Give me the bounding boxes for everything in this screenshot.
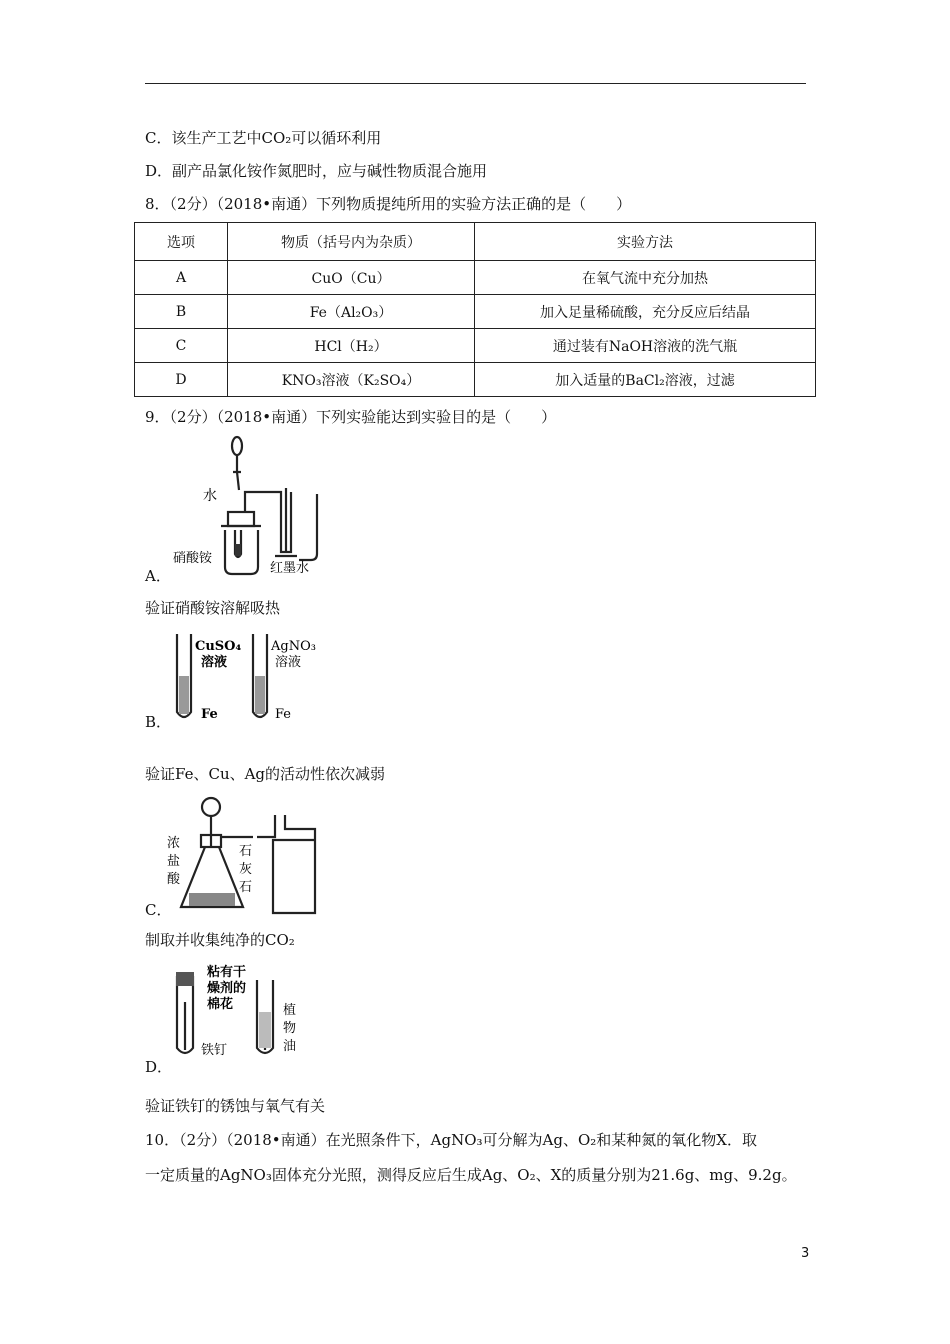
q9-option-c-caption: 制取并收集纯净的CO₂ bbox=[145, 931, 295, 949]
figure-a-label-ink: 红墨水 bbox=[270, 561, 310, 576]
figure-a-ammonium-nitrate bbox=[165, 432, 340, 582]
row-d-method: 加入适量的BaCl₂溶液，过滤 bbox=[475, 363, 816, 397]
header-substance: 物质（括号内为杂质） bbox=[228, 223, 475, 261]
figure-b-label-agno3: AgNO₃ bbox=[271, 639, 316, 654]
q9-option-b-letter: B． bbox=[145, 713, 172, 731]
figure-c-label-stone-1: 石 bbox=[239, 844, 253, 859]
q8-options-table bbox=[134, 222, 816, 397]
figure-c-limestone bbox=[189, 893, 235, 906]
figure-d-cotton bbox=[176, 972, 194, 986]
row-d-option: D bbox=[135, 363, 228, 397]
figure-d-iron-nail bbox=[165, 962, 340, 1067]
q9-option-a-letter: A． bbox=[145, 567, 171, 585]
figure-d-label-oil-2: 物 bbox=[283, 1021, 297, 1036]
figure-c-label-stone-3: 石 bbox=[239, 880, 253, 895]
figure-d-label-cotton-1: 粘有干 bbox=[207, 965, 247, 980]
row-a-method: 在氧气流中充分加热 bbox=[475, 261, 816, 295]
table-row bbox=[135, 329, 816, 363]
figure-d-label-oil-1: 植 bbox=[283, 1003, 297, 1018]
q10-line-1: 10．（2分）（2018•南通）在光照条件下，AgNO₃可分解为Ag、O₂和某种氮的氧化物X．取 bbox=[145, 1131, 757, 1149]
page-number: 3 bbox=[801, 1246, 810, 1261]
table-row bbox=[135, 363, 816, 397]
q7-option-c: C．该生产工艺中CO₂可以循环利用 bbox=[145, 129, 382, 147]
figure-c-label-acid-3: 酸 bbox=[167, 872, 181, 887]
q9-option-d-letter: D． bbox=[145, 1058, 173, 1076]
figure-b-label-solution-1: 溶液 bbox=[201, 655, 228, 670]
figure-b-label-fe-2: Fe bbox=[275, 707, 292, 722]
q9-option-d-caption: 验证铁钉的锈蚀与氧气有关 bbox=[145, 1097, 326, 1115]
q9-stem: 9．（2分）（2018•南通）下列实验能达到实验目的是（ ） bbox=[145, 408, 557, 426]
row-b-method: 加入足量稀硫酸，充分反应后结晶 bbox=[475, 295, 816, 329]
figure-d-oil bbox=[259, 1012, 271, 1048]
figure-b-label-fe-1: Fe bbox=[201, 707, 218, 722]
figure-a-salt-fill bbox=[235, 544, 241, 556]
figure-b-test-tubes bbox=[165, 630, 340, 730]
row-c-substance: HCl（H₂） bbox=[228, 329, 475, 363]
figure-a-label-salt: 硝酸铵 bbox=[173, 551, 213, 566]
header-method: 实验方法 bbox=[475, 223, 816, 261]
row-d-substance: KNO₃溶液（K₂SO₄） bbox=[228, 363, 475, 397]
figure-c-label-acid-2: 盐 bbox=[167, 854, 181, 869]
row-b-option: B bbox=[135, 295, 228, 329]
header-option: 选项 bbox=[135, 223, 228, 261]
q7-option-d: D．副产品氯化铵作氮肥时，应与碱性物质混合施用 bbox=[145, 162, 488, 180]
figure-b-liquid-2 bbox=[255, 676, 265, 714]
q10-line-2: 一定质量的AgNO₃固体充分光照，测得反应后生成Ag、O₂、X的质量分别为21.6g、mg、9.2g。 bbox=[145, 1166, 797, 1184]
figure-d-label-cotton-3: 棉花 bbox=[207, 997, 234, 1012]
figure-a-label-water: 水 bbox=[203, 488, 217, 504]
figure-b-liquid-1 bbox=[179, 676, 189, 714]
figure-d-label-oil-3: 油 bbox=[283, 1039, 297, 1054]
figure-c-label-stone-2: 灰 bbox=[239, 862, 253, 877]
table-row bbox=[135, 261, 816, 295]
table-header-row bbox=[135, 223, 816, 261]
figure-d-label-nail: 铁钉 bbox=[201, 1043, 228, 1058]
q8-stem: 8．（2分）（2018•南通）下列物质提纯所用的实验方法正确的是（ ） bbox=[145, 195, 632, 213]
row-a-option: A bbox=[135, 261, 228, 295]
row-b-substance: Fe（Al₂O₃） bbox=[228, 295, 475, 329]
figure-c-label-acid-1: 浓 bbox=[167, 836, 181, 851]
figure-c-co2-generation bbox=[165, 795, 340, 920]
row-c-method: 通过装有NaOH溶液的洗气瓶 bbox=[475, 329, 816, 363]
table-row bbox=[135, 295, 816, 329]
figure-b-label-cuso4: CuSO₄ bbox=[195, 639, 242, 654]
row-c-option: C bbox=[135, 329, 228, 363]
figure-d-label-cotton-2: 燥剂的 bbox=[207, 981, 247, 996]
figure-b-label-solution-2: 溶液 bbox=[275, 655, 302, 670]
q9-option-b-caption: 验证Fe、Cu、Ag的活动性依次减弱 bbox=[145, 765, 386, 783]
header-rule bbox=[145, 83, 806, 84]
q9-option-c-letter: C． bbox=[145, 901, 172, 919]
row-a-substance: CuO（Cu） bbox=[228, 261, 475, 295]
q9-option-a-caption: 验证硝酸铵溶解吸热 bbox=[145, 599, 281, 617]
